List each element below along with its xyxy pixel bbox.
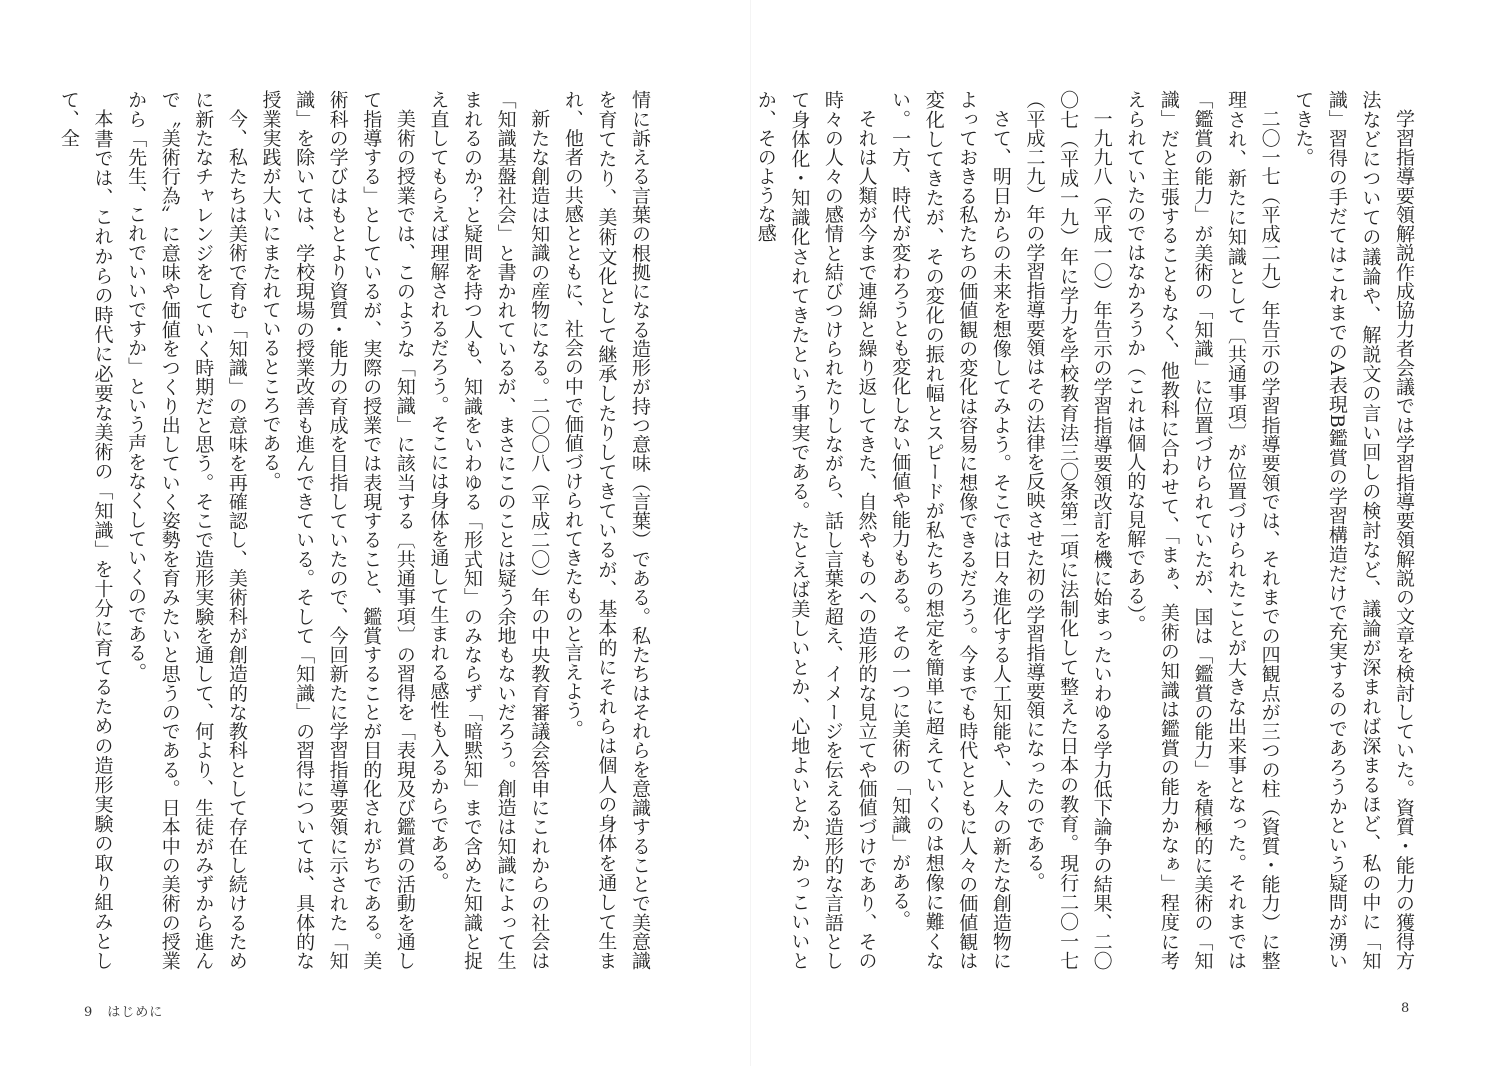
paragraph: さて、明日からの未来を想像してみよう。そこでは日々進化する人工知能や、人々の新たな創造物によっておきる私たちの価値観の変化は容易に想像できるだろう。今までも時代とともに人々の価値観は変化してきたが、その変化の振れ幅とスピードが私たちの想定を簡単に超えていくのは想像に難くない。一方、時代が変わろうとも変化しない価値や能力もある。その一つに美術の「知識」がある。: [889, 90, 1012, 970]
paragraph: 二〇一七（平成二九）年告示の学習指導要領では、それまでの四観点が三つの柱（資質・能力）に整理され、新たに知識として〔共通事項〕が位置づけられたことが大きな出来事となった。それまでは「鑑賞の能力」が美術の「知識」に位置づけられていたが、国は「鑑賞の能力」を積極的に美術の「知識」だと主張することもなく、他教科に合わせて、「まぁ、美術の知識は鑑賞の能力かなぁ」程度に考えられていたのではなかろうか（これは個人的な見解である）。: [1124, 90, 1281, 970]
paragraph: それは人類が今まで連綿と繰り返してきた、自然やものへの造形的な見立てや価値づけであり、その時々の人々の感情と結びつけられたりしながら、話し言葉を超え、イメージを伝える造形的な言語として身体化・知識化されてきたという事実である。たとえば美しいとか、心地よいとか、かっこいいとか、そのような感: [754, 90, 878, 970]
paragraph: 新たな創造は知識の産物になる。二〇〇八（平成二〇）年の中央教育審議会答申にこれからの社会は「知識基盤社会」と書かれているが、まさにこのことは疑う余地もないだろう。創造は知識によって生まれるのか？と疑問を持つ人も、知識をいわゆる「形式知」のみならず「暗黙知」まで含めた知識と捉え直してもらえば理解されるだろう。そこには身体を通して生まれる感性も入るからである。: [427, 90, 551, 970]
page-number-right: [1401, 1001, 1410, 1016]
page-number: 8: [1401, 1001, 1411, 1016]
paragraph: 情に訴える言葉の根拠になる造形が持つ意味（言葉）である。私たちはそれらを意識することで美意識を育てたり、美術文化として継承したりしてきているが、基本的にそれらは個人の身体を通して生まれ、他者の共感とともに、社会の中で価値づけられてきたものと言えよう。: [561, 90, 651, 970]
paragraph: 本書では、これからの時代に必要な美術の「知識」を十分に育てるための造形実験の取り組みとして、全: [57, 90, 114, 970]
paragraph: 学習指導要領解説作成協力者会議では学習指導要領解説の文章を検討していた。資質・能力の獲得方法などについての議論や、解説文の言い回しの検討など、議論が深まれば深まるほど、私の中に「知識」習得の手だてはこれまでのA表現B鑑賞の学習構造だけで充実するのであろうかという疑問が湧いてきた。: [1292, 90, 1415, 970]
page-footer-left: [84, 1001, 163, 1020]
left-page-body: [57, 90, 656, 970]
running-head: はじめに: [107, 1005, 164, 1020]
paragraph: 今、私たちは美術で育む「知識」の意味を再確認し、美術科が創造的な教科として存在し続けるために新たなチャレンジをしていく時期だと思う。そこで造形実験を通して、何より、生徒がみずから進んで〝美術行為〟に意味や価値をつくり出していく姿勢を育みたいと思うのである。日本中の美術の授業から「先生、これでいいですか」という声をなくしていくのである。: [125, 90, 248, 970]
paragraph: 一九九八（平成一〇）年告示の学習指導要領改訂を機に始まったいわゆる学力低下論争の結果、二〇〇七（平成一九）年に学力を学校教育法三〇条第二項に法制化して整えた日本の教育。現行二〇一七（平成二九）年の学習指導要領はその法律を反映させた初の学習指導要領になったのである。: [1023, 90, 1113, 970]
right-page: [751, 0, 1502, 1066]
paragraph: 美術の授業では、このような「知識」に該当する〔共通事項〕の習得を「表現及び鑑賞の活動を通して指導する」としているが、実際の授業では表現すること、鑑賞することが目的化されがちである。美術科の学びはもとより資質・能力の育成を目指していたので、今回新たに学習指導要領に示された「知識」を除いては、学校現場の授業改善も進んできている。そして「知識」の習得については、具体的な授業実践が大いにまたれているところである。: [259, 90, 416, 970]
page-number: 9: [84, 1005, 94, 1020]
right-page-body: [754, 90, 1420, 970]
